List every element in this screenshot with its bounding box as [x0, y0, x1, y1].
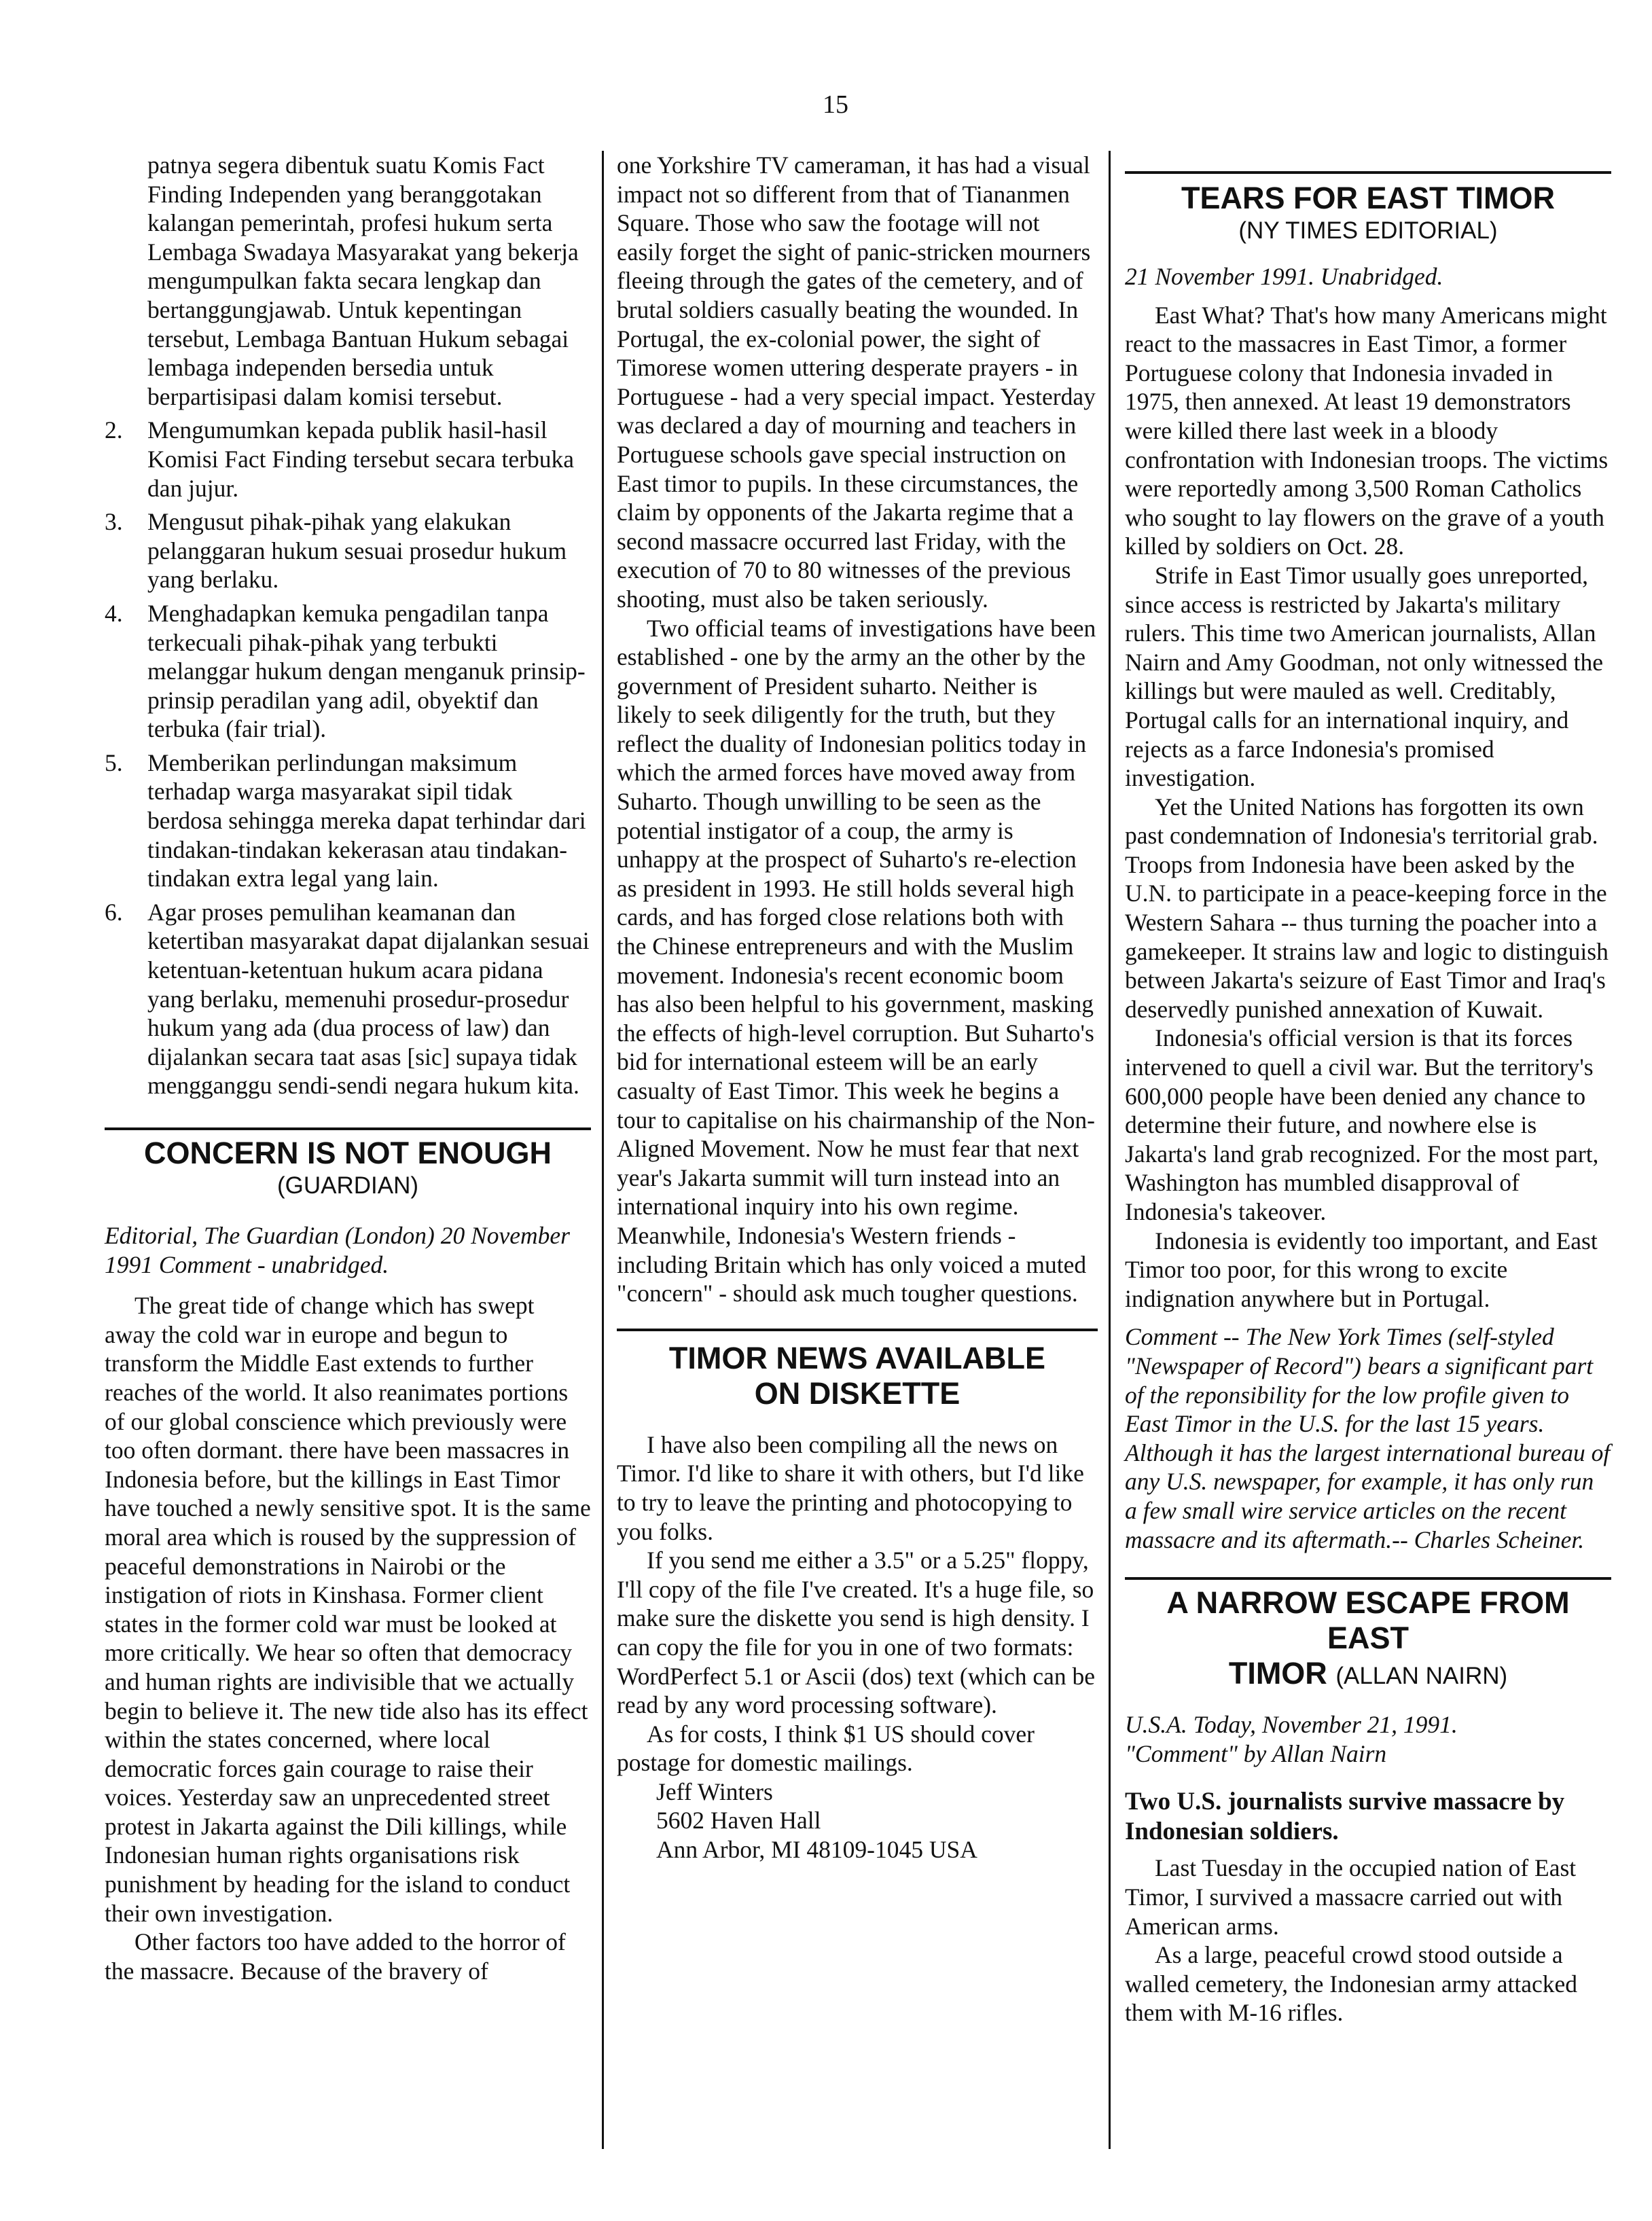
list-number: 2.	[105, 416, 123, 444]
article-paragraph: The great tide of change which has swept away the cold war in europe and begun to transform the Middle East extends to further reaches of the world. It also reanimates portions of our global conscience which previously were too often dormant. there have been massacres in Indonesia before, but the killings in East Timor have touched a newly sensitive spot. It is the same moral area which is roused by the suppression of peaceful demonstrations in Nairobi or the instigation of riots in Kinshasa. Former client states in the former cold war must be looked at more critically. We hear so often that democracy and human rights are indivisible that we actually begin to believe it. The new tide also has its effect within the states concerned, where local democratic forces gain courage to raise their voices. Yesterday saw an unprecedented street protest in Jakarta against the Dili killings, while Indonesian human rights organisations risk punishment by heading for the island to conduct their own investigation.	[105, 1292, 591, 1927]
article-subtitle: (NY TIMES EDITORIAL)	[1238, 217, 1498, 244]
list-number: 5.	[105, 748, 123, 776]
article-title-line	[1125, 1656, 1611, 1694]
article-subtitle: (GUARDIAN)	[276, 1172, 419, 1199]
article-paragraph: one Yorkshire TV cameraman, it has had a visual impact not so different from that of Tiananmen Square. Those who saw the footage will not easily forget the sight of panic-stricken mourners fleeing through the gates of the cemetery, and of brutal soldiers casually beating the wounded. In Portugal, the ex-colonial power, the sight of Timorese women uttering desperate prayers - in Portuguese - had a very special impact. Yesterday was declared a day of mourning and teachers in Portuguese schools gave special instruction on East timor to pupils. In these circumstances, the claim by opponents of the Jakarta regime that a second massacre occurred last Friday, with the execution of 70 to 80 witnesses of the previous shooting, must also be taken seriously.	[617, 151, 1096, 613]
address-line: Ann Arbor, MI 48109-1045 USA	[656, 1836, 977, 1864]
column-divider	[602, 151, 604, 2149]
article-paragraph: Indonesia's official version is that its forces intervened to quell a civil war. But the territory's 600,000 people have been denied any chance to determine their future, and nowhere else is Jakarta's land grab recognized. For the most part, Washington has mumbled disapproval of Indonesia's takeover.	[1125, 1024, 1599, 1225]
address-line: 5602 Haven Hall	[656, 1807, 821, 1835]
byline-line: "Comment" by Allan Nairn	[1125, 1739, 1387, 1767]
article-deck: Two U.S. journalists survive massacre by Indonesian soldiers.	[1125, 1788, 1565, 1846]
article-paragraph: Other factors too have added to the horror of the massacre. Because of the bravery of	[105, 1928, 566, 1985]
notice-paragraph: As for costs, I think $1 US should cover postage for domestic mailings.	[617, 1720, 1035, 1777]
lead-paragraph: patnya segera dibentuk suatu Komis Fact Finding Independen yang beranggotakan kalangan pemerintah, profesi hukum serta Lembaga Swadaya Masyarakat yang bekerja mengumpulkan fakta secara lengkap dan bertanggungjawab. Untuk kepentingan tersebut, Lembaga Bantuan Hukum sebagai lembaga independen bersedia untuk berpartisipasi dalam komisi tersebut.	[147, 151, 579, 410]
article-paragraph: Indonesia is evidently too important, and East Timor too poor, for this wrong to excite indignation anywhere but in Portugal.	[1125, 1227, 1598, 1312]
list-item	[105, 748, 591, 893]
list-number: 6.	[105, 898, 123, 926]
article-paragraph: Strife in East Timor usually goes unreported, since access is restricted by Jakarta's military rulers. This time two American journalists, Allan Nairn and Amy Goodman, not only witnessed the killings but were mauled as well. Creditably, Portugal calls for an international inquiry, and rejects as a farce Indonesia's promised investigation.	[1125, 561, 1603, 792]
article-paragraph: East What? That's how many Americans might react to the massacres in East Timor, a former Portuguese colony that Indonesia invaded in 1975, then annexed. At least 19 demonstrators were killed there last week in a bloody confrontation with Indonesian troops. The victims were reportedly among 3,500 Roman Catholics who sought to lay flowers on the grave of a youth killed by soldiers on Oct. 28.	[1125, 301, 1609, 560]
article-paragraph: Two official teams of investigations have been established - one by the army an the other by the government of President suharto. Neither is likely to seek diligently for the truth, but they reflect the duality of Indonesian politics today in which the armed forces have moved away from Suharto. Though unwilling to be seen as the potential instigator of a coup, the army is unhappy at the prospect of Suharto's re-election as president in 1993. He still holds several high cards, and has forged close relations both with the Chinese entrepreneurs and with the Muslim movement. Indonesia's recent economic boom has also been helpful to his government, masking the effects of high-level corruption. But Suharto's bid for international esteem will be an early casualty of East Timor. This week he begins a tour to capitalise on his chairmanship of the Non-Aligned Movement. Now he must fear that next year's Jakarta summit will turn instead into an international inquiry into his own regime. Meanwhile, Indonesia's Western friends - including Britain which has only voiced a muted "concern" - should ask much tougher questions.	[617, 614, 1096, 1307]
list-text: Mengumumkan kepada publik hasil-hasil Komisi Fact Finding tersebut secara terbuka dan jujur.	[147, 416, 574, 502]
column-middle	[617, 151, 1098, 1864]
list-item	[105, 416, 591, 503]
list-text: Memberikan perlindungan maksimum terhadap warga masyarakat sipil tidak berdosa sehingga mereka dapat terhindar dari tindakan-tindakan kekerasan atau tindakan-tindakan extra legal yang lain.	[147, 748, 586, 892]
article-byline: Editorial, The Guardian (London) 20 November 1991 Comment - unabridged.	[105, 1222, 570, 1278]
list-item	[105, 599, 591, 744]
recommendation-list	[105, 416, 591, 1100]
address-line: Jeff Winters	[656, 1777, 773, 1805]
article-byline: 21 November 1991. Unabridged.	[1125, 263, 1443, 290]
article-paragraph: Last Tuesday in the occupied nation of East Timor, I survived a massacre carried out with American arms.	[1125, 1854, 1577, 1940]
list-text: Agar proses pemulihan keamanan dan ketertiban masyarakat dapat dijalankan sesuai ketentuan-ketentuan hukum acara pidana yang berlaku, memenuhi prosedur-prosedur hukum yang ada (dua process of law) dan dijalankan secara taat asas [sic] supaya tidak mengganggu sendi-sendi negara hukum kita.	[147, 898, 590, 1100]
article-byline	[1125, 1710, 1611, 1768]
section-divider	[1125, 171, 1611, 174]
article-title: CONCERN IS NOT ENOUGH	[143, 1136, 552, 1170]
list-text: Mengusut pihak-pihak yang elakukan pelanggaran hukum sesuai prosedur hukum yang berlaku.	[147, 508, 567, 594]
list-item	[105, 898, 591, 1100]
article-author-tag: (ALLAN NAIRN)	[1335, 1663, 1508, 1690]
column-left	[105, 151, 591, 1985]
article-title-word: TIMOR	[1228, 1656, 1327, 1691]
notice-title-line: TIMOR NEWS AVAILABLE	[668, 1340, 1046, 1375]
section-divider	[1125, 1577, 1611, 1580]
mailing-address	[617, 1777, 1098, 1864]
article-title: TEARS FOR EAST TIMOR	[1181, 181, 1555, 215]
notice-paragraph: I have also been compiling all the news on Timor. I'd like to share it with others, but I'd like to try to leave the printing and photocopying to you folks.	[617, 1430, 1084, 1545]
section-divider	[617, 1329, 1098, 1331]
notice-title-line: ON DISKETTE	[754, 1375, 960, 1411]
article-paragraph: Yet the United Nations has forgotten its own past condemnation of Indonesia's territorial grab. Troops from Indonesia have been asked by the U.N. to participate in a peace-keeping force in the Western Sahara -- thus turning the poacher into a gamekeeper. It strains law and logic to distinguish between Jakarta's seizure of East Timor and Iraq's deservedly punished annexation of Kuwait.	[1125, 793, 1609, 1023]
list-number: 3.	[105, 508, 123, 536]
list-item	[105, 507, 591, 594]
editor-comment: Comment -- The New York Times (self-styled "Newspaper of Record") bears a significant part of the reponsibility for the low profile given to East Timor in the U.S. for the last 15 years. Although it has the largest international bureau of any U.S. newspaper, for example, it has only run a few small wire service articles on the recent massacre and its aftermath.-- Charles Scheiner.	[1125, 1323, 1611, 1553]
section-divider	[105, 1127, 591, 1130]
article-title	[1125, 1585, 1611, 1694]
column-divider	[1109, 151, 1111, 2149]
list-number: 4.	[105, 599, 123, 627]
notice-paragraph: If you send me either a 3.5" or a 5.25" floppy, I'll copy of the file I've created. It's a huge file, so make sure the diskette you send is high density. I can copy the file for you in one of two formats: WordPerfect 5.1 or Ascii (dos) text (which can be read by any word processing software).	[617, 1547, 1095, 1719]
page-number: 15	[823, 90, 848, 119]
article-paragraph: As a large, peaceful crowd stood outside a walled cemetery, the Indonesian army attacked them with M-16 rifles.	[1125, 1941, 1577, 2027]
article-title-line: A NARROW ESCAPE FROM EAST	[1166, 1585, 1570, 1656]
notice-title	[617, 1341, 1098, 1411]
byline-line: U.S.A. Today, November 21, 1991.	[1125, 1711, 1458, 1739]
list-text: Menghadapkan kemuka pengadilan tanpa terkecuali pihak-pihak yang terbukti melanggar hukum dengan menganuk prinsip-prinsip peradilan yang adil, obyektif dan terbuka (fair trial).	[147, 599, 586, 743]
column-right	[1125, 151, 1611, 2027]
